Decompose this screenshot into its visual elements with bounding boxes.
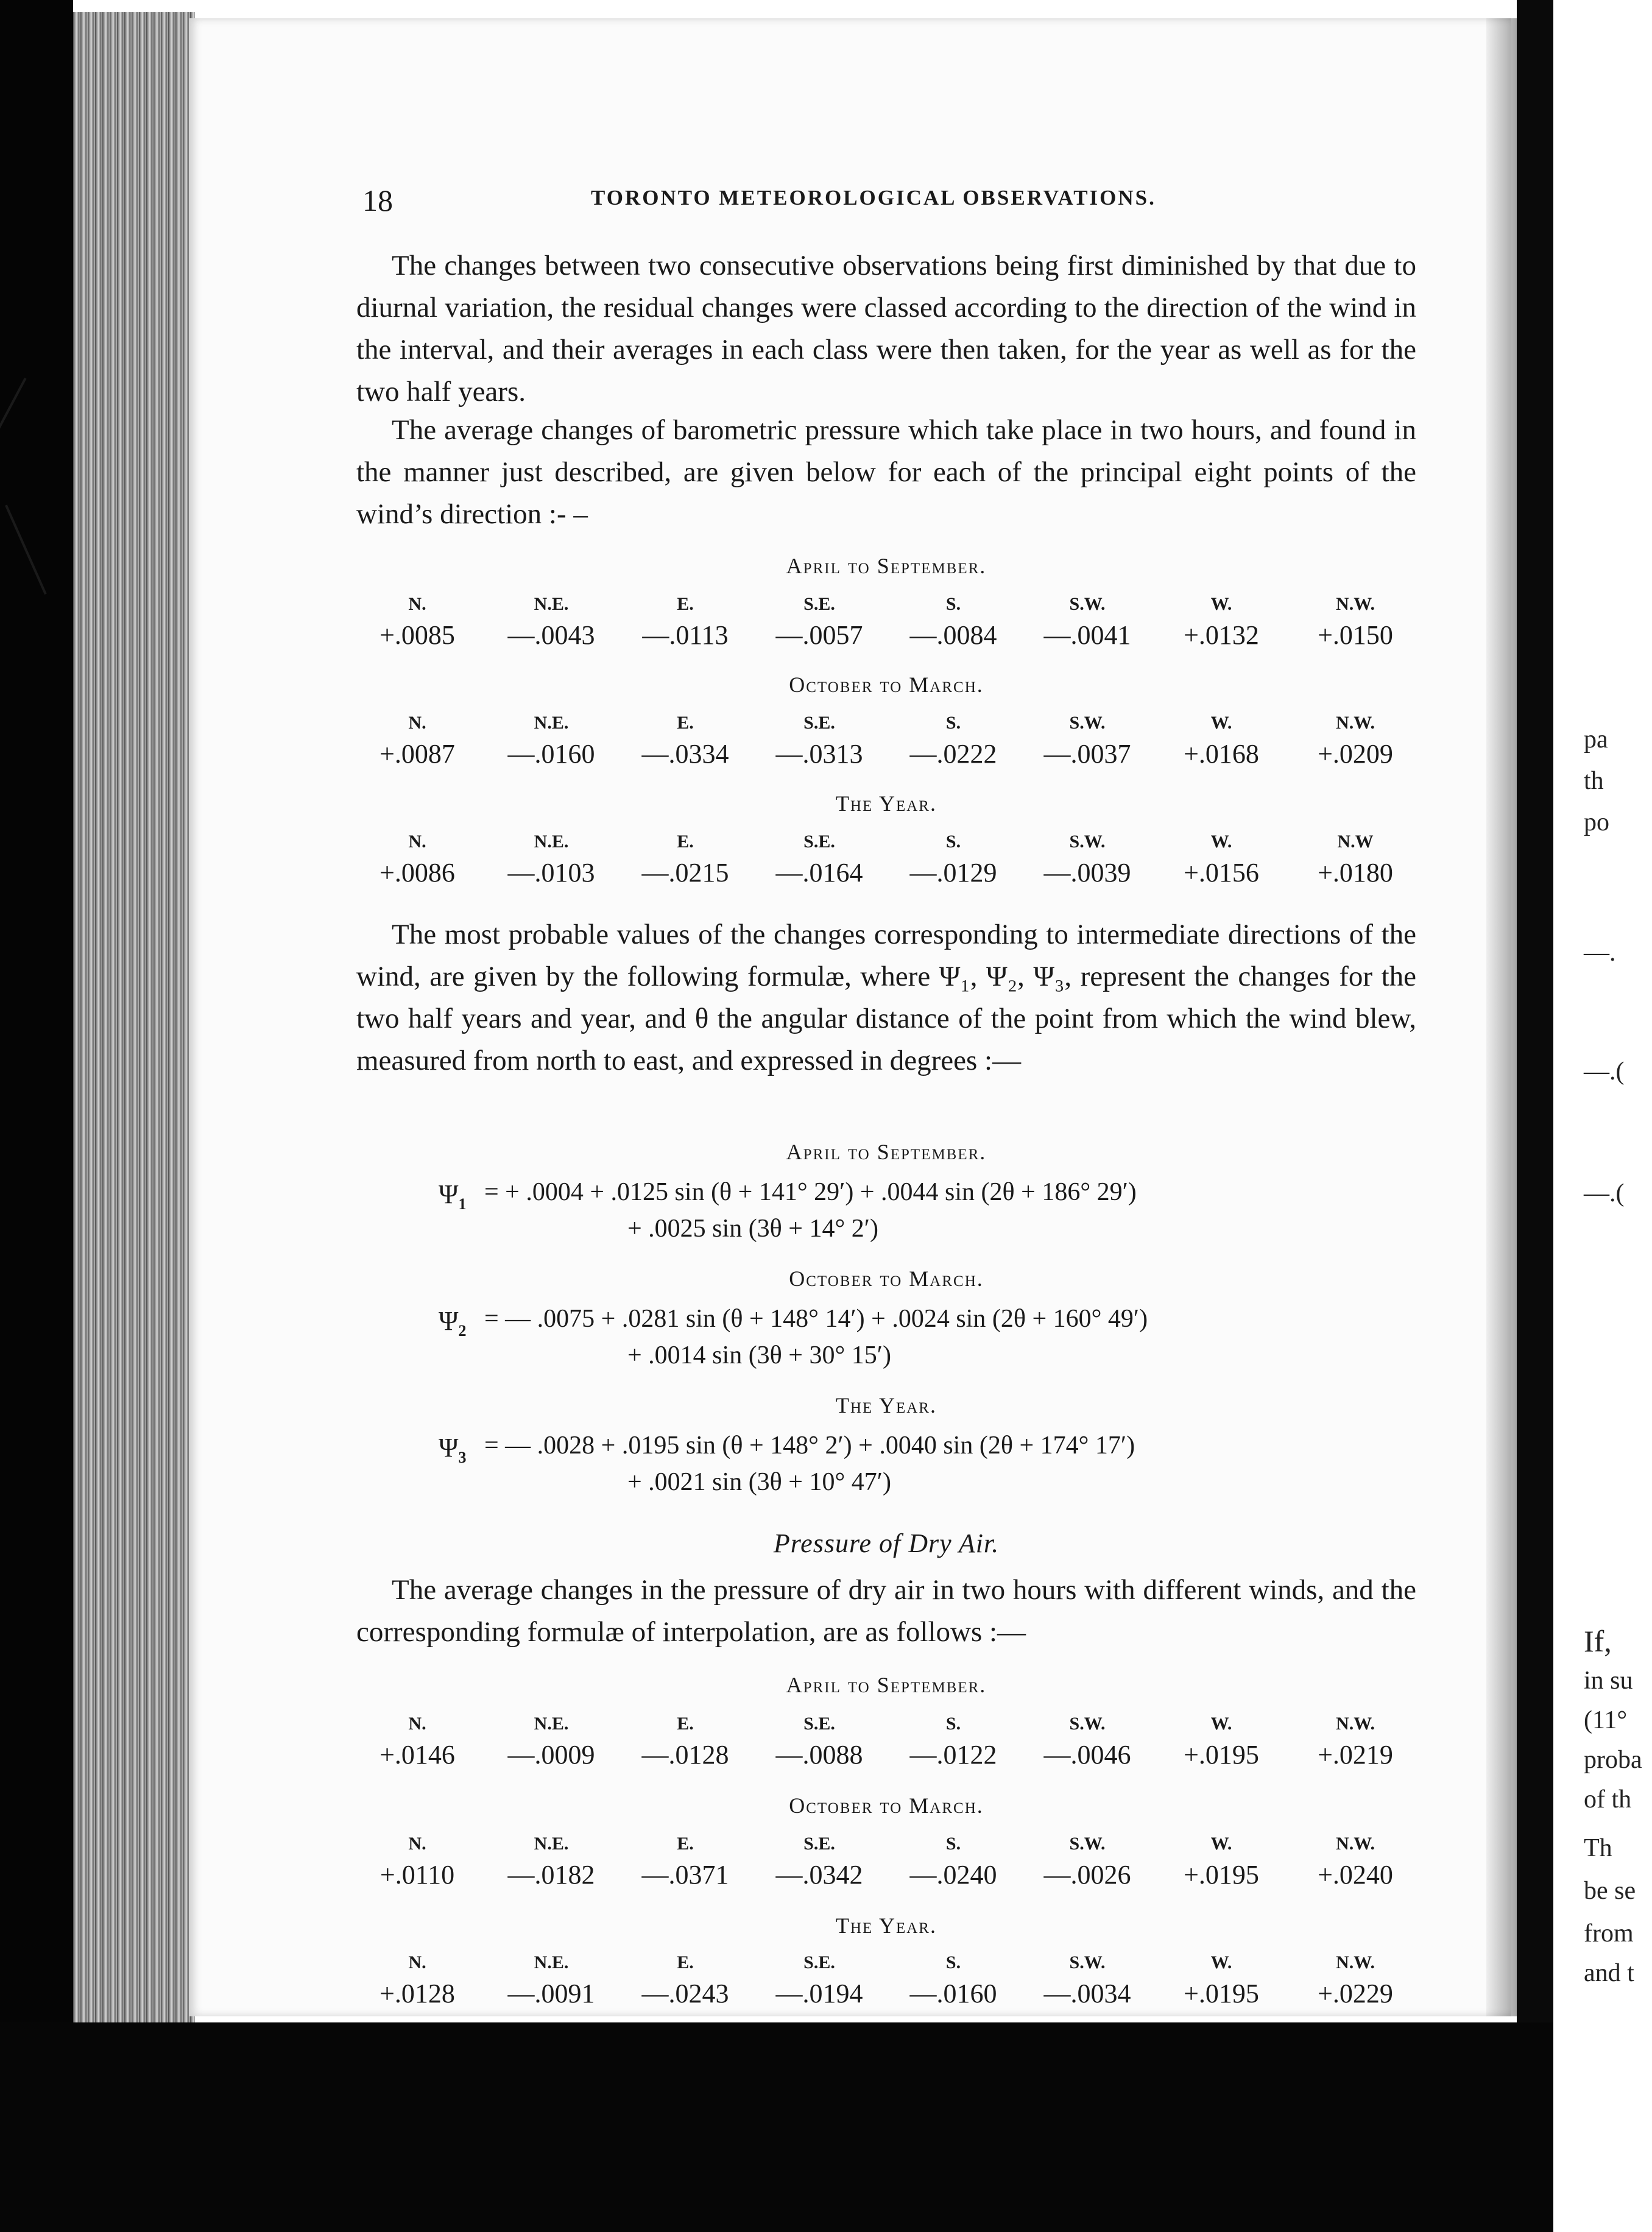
facing-page-fragment: pa: [1584, 726, 1608, 754]
wind-direction: W.: [1210, 832, 1232, 852]
wind-direction: E.: [677, 1834, 694, 1854]
paragraph-text: The average changes of barometric pressure which take place in two hours, and found in the manner just described, are given below for each of the principal eight points of the wind’s direction :- –: [356, 414, 1416, 530]
facing-page-fragment: Th: [1584, 1834, 1612, 1862]
wind-header-row: [350, 1831, 1422, 1857]
wind-value-row: [350, 1737, 1422, 1773]
pressure-change-value: +.0146: [379, 1740, 455, 1770]
wind-direction: E.: [677, 1952, 694, 1972]
formula-caption: October to March.: [789, 1266, 984, 1291]
pressure-change-value: +.0085: [379, 620, 455, 650]
wind-direction: S.: [945, 832, 961, 852]
pressure-change-value: —.0334: [641, 739, 729, 769]
facing-page-fragment: —.: [1584, 939, 1616, 967]
wind-direction: S.W.: [1069, 713, 1106, 733]
formula-symbol: [439, 1179, 466, 1213]
wind-direction: N.: [408, 832, 426, 852]
wind-direction: N.E.: [534, 594, 569, 614]
book-gutter: [1517, 0, 1553, 2232]
formula-line: + .0025 sin (3θ + 14° 2′): [627, 1215, 878, 1243]
pressure-change-value: —.0041: [1043, 620, 1131, 650]
wind-direction: S.E.: [803, 594, 835, 614]
pressure-change-value: —.0240: [909, 1860, 997, 1890]
facing-page-fragment: —.(: [1584, 1179, 1625, 1207]
facing-page: [1553, 0, 1652, 2232]
facing-page-fragment: th: [1584, 767, 1604, 795]
scan-border-left: [0, 0, 73, 2232]
pressure-change-value: —.0103: [507, 858, 595, 888]
wind-direction: S.E.: [803, 832, 835, 852]
pressure-change-value: +.0150: [1318, 620, 1393, 650]
wind-direction: S.W.: [1069, 594, 1106, 614]
wind-direction: E.: [677, 713, 694, 733]
wind-direction: E.: [677, 832, 694, 852]
pressure-change-value: +.0195: [1184, 1860, 1259, 1890]
wind-direction: S.W.: [1069, 832, 1106, 852]
facing-page-fragment: po: [1584, 808, 1609, 836]
formula-caption: The Year.: [836, 1393, 937, 1418]
formula-line: = — .0028 + .0195 sin (θ + 148° 2′) + .0040 sin (2θ + 174° 17′): [484, 1432, 1135, 1460]
wind-direction: N.: [408, 1952, 426, 1972]
wind-direction: S.E.: [803, 1952, 835, 1972]
wind-direction: W.: [1210, 1834, 1232, 1854]
wind-table: [350, 591, 1422, 653]
wind-header-row: [350, 828, 1422, 855]
wind-direction: N.W.: [1336, 1834, 1375, 1854]
pressure-change-value: +.0219: [1318, 1740, 1393, 1770]
pressure-change-value: —.0215: [641, 858, 729, 888]
wind-direction: S.W.: [1069, 1714, 1106, 1734]
facing-page-fragment: and t: [1584, 1959, 1634, 1987]
pressure-change-value: +.0209: [1318, 739, 1393, 769]
wind-direction: W.: [1210, 713, 1232, 733]
wind-value-row: [350, 1857, 1422, 1893]
formula-line: = — .0075 + .0281 sin (θ + 148° 14′) + .0024 sin (2θ + 160° 49′): [484, 1305, 1148, 1333]
paragraph-text: The changes between two consecutive observations being first diminished by that due to diurnal variation, the residual changes were classed according to the direction of the wind in the interval, and their averages in each class were then taken, for the year as well as for the two half years.: [356, 250, 1416, 408]
facing-page-fragment: in su: [1584, 1667, 1633, 1695]
pressure-change-value: +.0087: [379, 739, 455, 769]
wind-direction: S.E.: [803, 713, 835, 733]
table-caption: The Year.: [836, 791, 937, 816]
wind-header-row: [350, 710, 1422, 736]
pressure-change-value: —.0129: [909, 858, 997, 888]
psi-subscript: 1: [458, 1195, 467, 1213]
wind-direction: S.: [945, 594, 961, 614]
pressure-change-value: +.0168: [1184, 739, 1259, 769]
pressure-change-value: —.0160: [507, 739, 595, 769]
psi-symbol: Ψ: [439, 1433, 459, 1463]
wind-table: [350, 1831, 1422, 1893]
psi-subscript: 3: [458, 1449, 467, 1466]
pressure-change-value: +.0128: [379, 1979, 455, 2008]
pressure-change-value: +.0240: [1318, 1860, 1393, 1890]
formula-symbol: [439, 1432, 466, 1467]
facing-page-fragment: be se: [1584, 1877, 1636, 1905]
pressure-change-value: —.0194: [775, 1979, 863, 2008]
wind-direction: N.: [408, 1834, 426, 1854]
pressure-change-value: —.0034: [1043, 1979, 1131, 2008]
facing-page-fragment: of th: [1584, 1785, 1632, 1814]
wind-header-row: [350, 1949, 1422, 1976]
table-caption: April to September.: [786, 1673, 987, 1697]
wind-direction: W.: [1210, 594, 1232, 614]
pressure-change-value: —.0084: [909, 620, 997, 650]
book-page-edges: [73, 12, 195, 2022]
paragraph: [356, 1569, 1416, 1653]
pressure-change-value: +.0229: [1318, 1979, 1393, 2008]
pressure-change-value: +.0180: [1318, 858, 1393, 888]
pressure-change-value: —.0342: [775, 1860, 863, 1890]
pressure-change-value: —.0039: [1043, 858, 1131, 888]
pressure-change-value: —.0243: [641, 1979, 729, 2008]
pressure-change-value: —.0026: [1043, 1860, 1131, 1890]
wind-direction: S.: [945, 1714, 961, 1734]
page-binding-shadow: [1486, 18, 1517, 2016]
wind-direction: N.W.: [1336, 1952, 1375, 1972]
facing-page-fragment: proba: [1584, 1746, 1642, 1774]
wind-direction: N.E.: [534, 1952, 569, 1972]
section-heading: Pressure of Dry Air.: [773, 1528, 1000, 1558]
paragraph: [356, 914, 1416, 1082]
table-caption: October to March.: [789, 1793, 984, 1818]
wind-value-row: [350, 736, 1422, 772]
wind-direction: S.E.: [803, 1834, 835, 1854]
wind-direction: S.: [945, 1952, 961, 1972]
pressure-change-value: —.0128: [641, 1740, 729, 1770]
pressure-change-value: +.0195: [1184, 1979, 1259, 2008]
formula-line: + .0014 sin (3θ + 30° 15′): [627, 1341, 891, 1369]
wind-header-row: [350, 1711, 1422, 1737]
wind-direction: W.: [1210, 1714, 1232, 1734]
facing-page-fragment: (11°: [1584, 1706, 1628, 1734]
pressure-change-value: —.0182: [507, 1860, 595, 1890]
pressure-change-value: —.0057: [775, 620, 863, 650]
wind-direction: N.W.: [1336, 713, 1375, 733]
psi-symbol: Ψ: [439, 1306, 459, 1336]
paragraph-text: The average changes in the pressure of dry air in two hours with different winds, and the corresponding formulæ of interpolation, are as follows :—: [356, 1574, 1416, 1648]
wind-table: [350, 710, 1422, 772]
pressure-change-value: +.0132: [1184, 620, 1259, 650]
facing-page-fragment: If,: [1584, 1624, 1612, 1658]
wind-direction: N.W: [1337, 832, 1374, 852]
paragraph-text: The most probable values of the changes corresponding to intermediate directions of the wind, are given by the following formulæ, where Ψ₁, Ψ₂, Ψ₃, represent the changes for the two half years and year, and θ the angular distance of the point from which the wind blew, measured from north to east, and expressed in degrees :—: [356, 919, 1416, 1076]
pressure-change-value: —.0122: [909, 1740, 997, 1770]
table-caption: The Year.: [836, 1913, 937, 1938]
formula-symbol: [439, 1305, 466, 1340]
wind-direction: N.W.: [1336, 594, 1375, 614]
pressure-change-value: —.0113: [642, 620, 729, 650]
pressure-change-value: +.0156: [1184, 858, 1259, 888]
wind-value-row: [350, 855, 1422, 891]
scan-border-bottom: [0, 2022, 1553, 2232]
wind-header-row: [350, 591, 1422, 618]
wind-direction: S.: [945, 713, 961, 733]
pressure-change-value: —.0088: [775, 1740, 863, 1770]
pressure-change-value: —.0046: [1043, 1740, 1131, 1770]
wind-value-row: [350, 618, 1422, 653]
wind-direction: N.: [408, 594, 426, 614]
wind-direction: N.: [408, 1714, 426, 1734]
wind-value-row: [350, 1976, 1422, 2011]
psi-symbol: Ψ: [439, 1179, 459, 1209]
wind-direction: N.E.: [534, 1834, 569, 1854]
pressure-change-value: —.0313: [775, 739, 863, 769]
wind-direction: E.: [677, 1714, 694, 1734]
wind-direction: S.W.: [1069, 1952, 1106, 1972]
paragraph: [356, 245, 1416, 413]
wind-direction: N.: [408, 713, 426, 733]
pressure-change-value: —.0160: [909, 1979, 997, 2008]
psi-subscript: 2: [458, 1322, 467, 1340]
formula-line: = + .0004 + .0125 sin (θ + 141° 29′) + .0044 sin (2θ + 186° 29′): [484, 1178, 1137, 1206]
formula-caption: April to September.: [786, 1140, 987, 1164]
pressure-change-value: —.0009: [507, 1740, 595, 1770]
pressure-change-value: —.0222: [909, 739, 997, 769]
wind-table: [350, 828, 1422, 891]
facing-page-fragment: from: [1584, 1919, 1634, 1948]
running-title: TORONTO METEOROLOGICAL OBSERVATIONS.: [591, 186, 1156, 210]
facing-page-fragment: —.(: [1584, 1058, 1625, 1086]
pressure-change-value: —.0037: [1043, 739, 1131, 769]
wind-direction: N.E.: [534, 1714, 569, 1734]
pressure-change-value: —.0043: [507, 620, 595, 650]
pressure-change-value: —.0091: [507, 1979, 595, 2008]
wind-direction: W.: [1210, 1952, 1232, 1972]
wind-direction: N.E.: [534, 713, 569, 733]
wind-direction: S.: [945, 1834, 961, 1854]
wind-direction: S.W.: [1069, 1834, 1106, 1854]
wind-direction: E.: [677, 594, 694, 614]
formula-line: + .0021 sin (3θ + 10° 47′): [627, 1468, 891, 1496]
wind-direction: S.E.: [803, 1714, 835, 1734]
wind-table: [350, 1949, 1422, 2011]
table-caption: April to September.: [786, 554, 987, 578]
pressure-change-value: —.0164: [775, 858, 863, 888]
wind-table: [350, 1711, 1422, 1773]
paragraph: [356, 409, 1416, 535]
wind-direction: N.E.: [534, 832, 569, 852]
pressure-change-value: +.0110: [379, 1860, 455, 1890]
page-number: 18: [362, 183, 393, 217]
pressure-change-value: +.0086: [379, 858, 455, 888]
pressure-change-value: —.0371: [641, 1860, 729, 1890]
table-caption: October to March.: [789, 673, 984, 697]
pressure-change-value: +.0195: [1184, 1740, 1259, 1770]
wind-direction: N.W.: [1336, 1714, 1375, 1734]
